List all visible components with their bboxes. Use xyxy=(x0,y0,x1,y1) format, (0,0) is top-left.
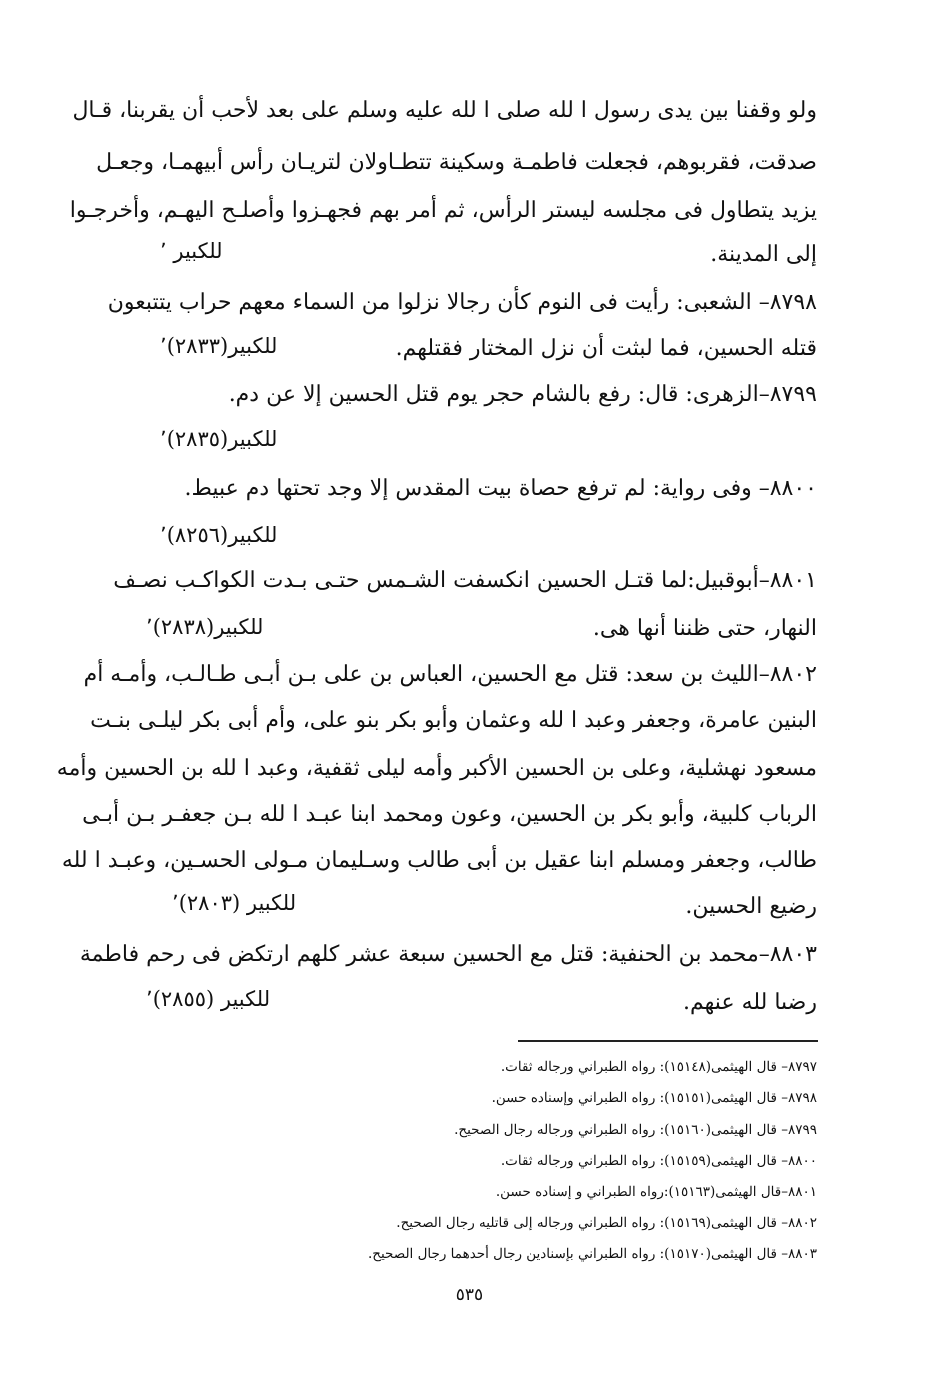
hadith-8799: ٨٧٩٩–الزهرى: قال: رفع بالشام حجر يوم قتل الحسين إلا عن دم. xyxy=(228,382,817,407)
body-line: مسعود نهشلية، وعلى بن الحسين الأكبر وأمه ليلى ثقفية، وعبد ا لله بن الحسين وأمه xyxy=(56,756,817,781)
footnote: ٨٨٠٢– قال الهيثمى(١٥١٦٩): رواه الطبراني ورجاله إلى قاتليه رجال الصحيح. xyxy=(396,1215,817,1231)
body-line: يزيد يتطاول فى مجلسه ليستر الرأس، ثم أمر بهم فجهـزوا وأصلـح اليهـم، وأخرجـوا xyxy=(69,198,817,223)
source-reference: للكبير(٢٨٣٥)٬ xyxy=(160,427,278,451)
body-line: صدقت، فقربوهم، فجعلت فاطمـة وسكينة تتطـاولان لتريـان رأس أبيهمـا، وجعـل xyxy=(96,150,817,175)
body-line: طالب، وجعفر ومسلم ابنا عقيل بن أبى طالب وسـليمان مـولى الحسـين، وعبـد ا لله xyxy=(61,848,817,873)
footnote: ٨٧٩٩– قال الهيثمى(١٥١٦٠): رواه الطبراني ورجاله رجال الصحيح. xyxy=(454,1122,817,1138)
source-reference: للكبير(٨٢٥٦)٬ xyxy=(160,523,278,547)
footnote-divider xyxy=(518,1040,818,1042)
footnote: ٨٧٩٧– قال الهيثمى(١٥١٤٨): رواه الطبراني ورجاله ثقات. xyxy=(500,1059,817,1075)
source-reference: للكبير (٢٨٥٥)٬ xyxy=(146,987,271,1011)
body-line: رضيع الحسين. xyxy=(685,894,817,919)
source-reference: للكبير (٢٨٠٣)٬ xyxy=(172,891,297,915)
hadith-8802: ٨٨٠٢–الليث بن سعد: قتل مع الحسين، العباس بن على بـن أبـى طـالـب، وأمـه أم xyxy=(83,662,817,687)
source-reference: للكبير(٢٨٣٣)٬ xyxy=(160,334,278,358)
body-line: النهار، حتى ظننا أنها هى. xyxy=(592,616,817,641)
hadith-8798: ٨٧٩٨– الشعبى: رأيت فى النوم كأن رجالا نزلوا من السماء معهم حراب يتتبعون xyxy=(107,290,817,315)
page-number: ٥٣٥ xyxy=(455,1285,484,1305)
hadith-8801: ٨٨٠١–أبوقبيل:لما قتـل الحسين انكسفت الشـمس حتـى بـدت الكواكـب نصـف xyxy=(113,568,817,593)
body-line: البنين عامرة، وجعفر وعبد ا لله وعثمان وأبو بكر بنو على، وأم أبى بكر ليلـى بنـت xyxy=(90,708,817,733)
footnote: ٨٨٠٠– قال الهيثمى(١٥١٥٩): رواه الطبراني ورجاله ثقات. xyxy=(500,1153,817,1169)
body-line: الرباب كلبية، وأبو بكر بن الحسين، وعون ومحمد ابنا عبـد ا لله بـن جعفـر بـن أبـى xyxy=(82,802,817,827)
body-line: ولو وقفنا بين يدى رسول ا لله صلى ا لله عليه وسلم على بعد لأحب أن يقربنا، قـال xyxy=(72,98,817,123)
source-reference: للكبير(٢٨٣٨)٬ xyxy=(146,615,264,639)
footnote: ٨٨٠٣– قال الهيثمى(١٥١٧٠): رواه الطبراني بإسنادين رجال أحدهما رجال الصحيح. xyxy=(367,1246,817,1262)
source-reference: للكبير ٬ xyxy=(160,239,223,263)
footnote: ٨٧٩٨– قال الهيثمى(١٥١٥١): رواه الطبراني وإسناده حسن. xyxy=(491,1090,817,1106)
footnote: ٨٨٠١–قال الهيثمى(١٥١٦٣):رواه الطبراني و إسناده حسن. xyxy=(495,1184,817,1200)
body-line: رضىا لله عنهم. xyxy=(683,990,817,1015)
body-line: إلى المدينة. xyxy=(710,242,817,267)
body-line: قتله الحسين، فما لبثت أن نزل المختار فقتلهم. xyxy=(395,336,817,361)
hadith-8803: ٨٨٠٣–محمد بن الحنفية: قتل مع الحسين سبعة عشر كلهم ارتكض فى رحم فاطمة xyxy=(79,942,817,967)
hadith-8800: ٨٨٠٠– وفى رواية: لم ترفع حصاة بيت المقدس إلا وجد تحتها دم عبيط. xyxy=(184,476,817,501)
